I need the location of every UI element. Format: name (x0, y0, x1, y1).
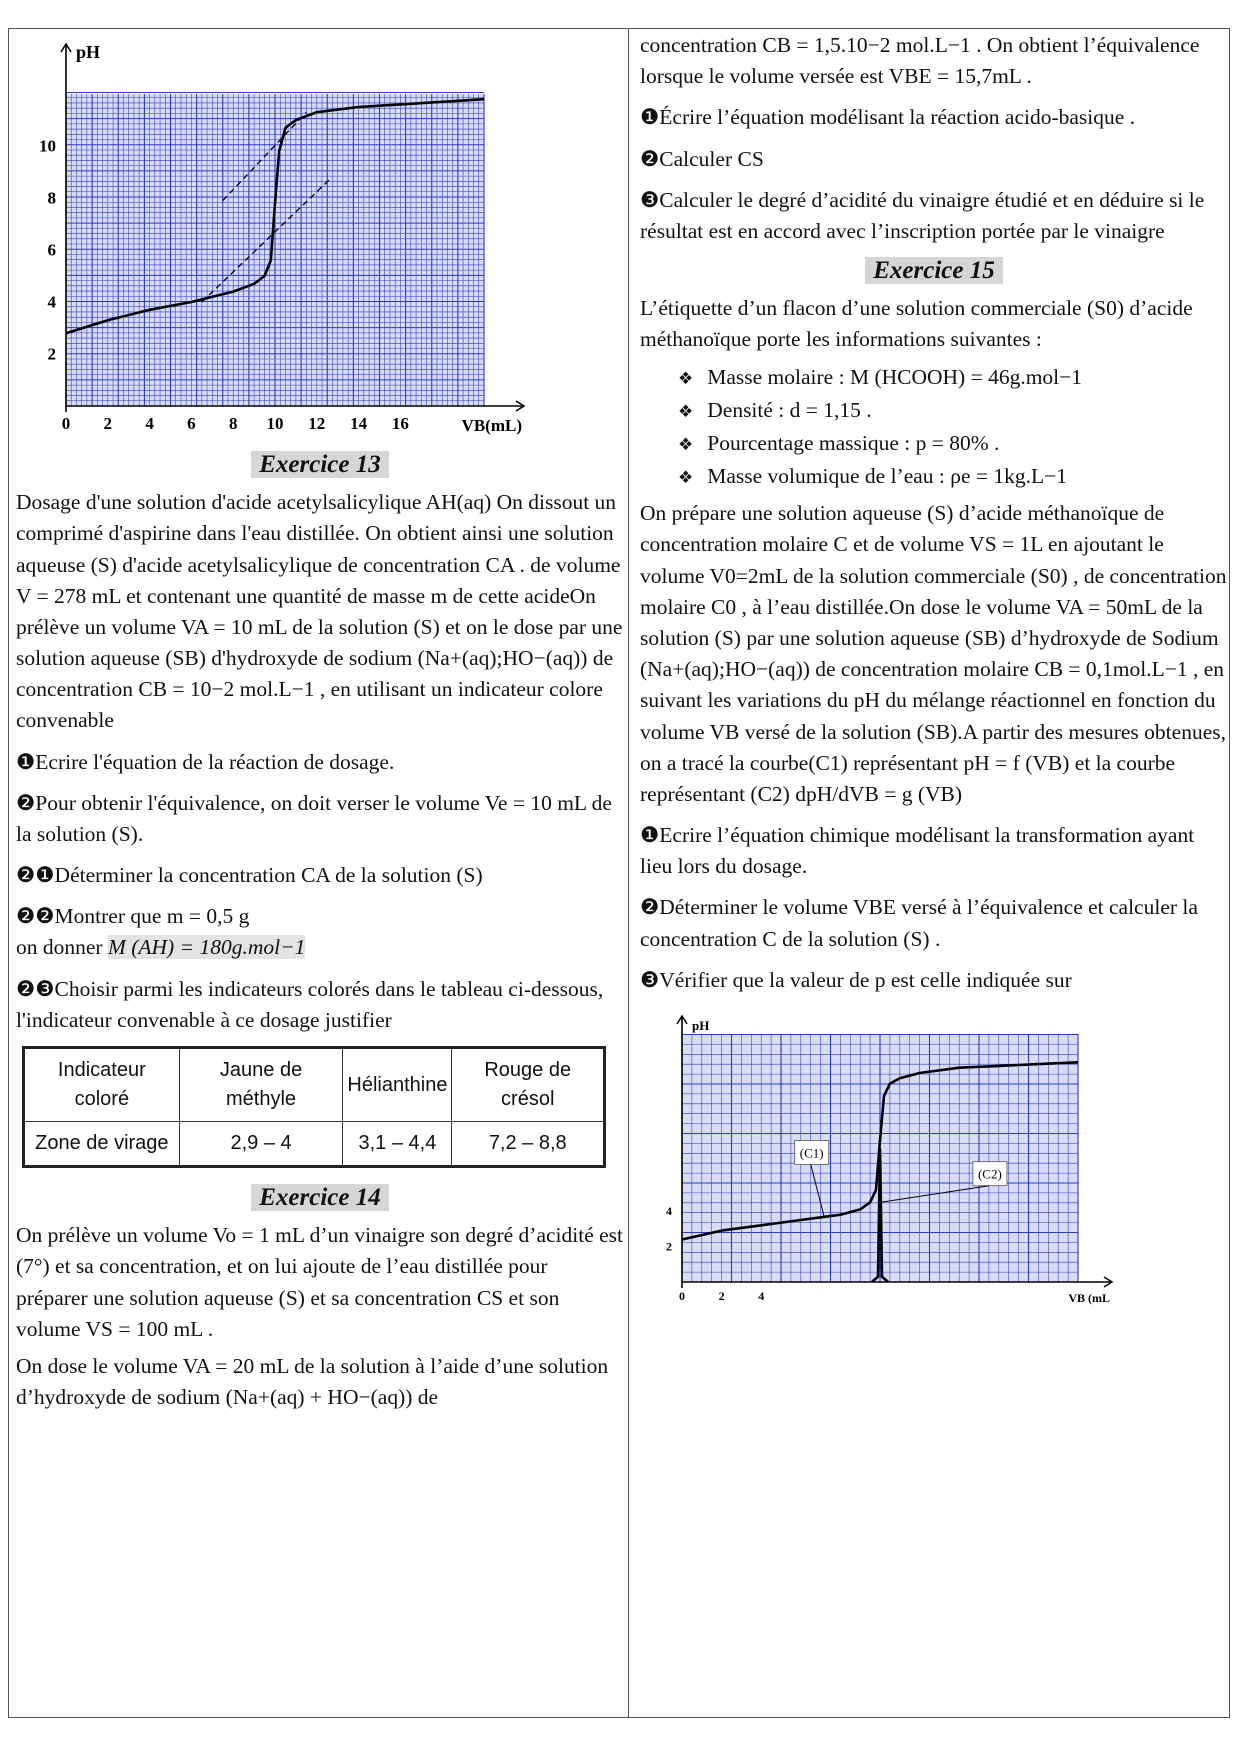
x-tick-label: 12 (308, 414, 326, 433)
y-axis-label: pH (692, 1017, 710, 1033)
x-axis-label: VB (mL (1068, 1290, 1110, 1305)
indicator-table (22, 1046, 606, 1168)
x-tick-label: 14 (350, 414, 368, 433)
exercise14-statement-3: concentration CB = 1,5.10−2 mol.L−1 . On obtient l’équivalence lorsque le volume versée est VBE = 15,7mL . (640, 33, 1200, 89)
table-cell: Zone de virage (24, 1122, 180, 1167)
annotation-label: (C1) (799, 1145, 824, 1161)
exercise13-question-2: ❷Pour obtenir l'équivalence, on doit verser le volume Ve = 10 mL de la solution (S). (16, 790, 612, 846)
x-tick-label: 4 (758, 1288, 765, 1303)
exercise14-statement-2: On dose le volume VA = 20 mL de la solution à l’aide d’une solution d’hydroxyde de sodium (Na+(aq) + HO−(aq)) de (16, 1353, 609, 1410)
x-tick-label: 6 (187, 414, 196, 433)
exercise14-title: Exercice 14 (16, 1180, 624, 1216)
list-item: ❖ Masse volumique de l’eau : ρe = 1kg.L−1 (678, 461, 1228, 492)
x-tick-label: 16 (391, 414, 409, 433)
y-tick-label: 2 (47, 344, 56, 364)
exercise15-statement: L’étiquette d’un flacon d’une solution commerciale (S0) d’acide méthanoïque porte les informations suivantes : (640, 296, 1193, 352)
exercise13-question-2-2: ❷❷Montrer que m = 0,5 g (16, 904, 250, 929)
x-tick-label: 10 (266, 414, 284, 433)
exercise14-statement: On prélève un volume Vo = 1 mL d’un vinaigre son degré d’acidité est (7°) et sa concentration, et on lui ajoute de l’eau distillée pour préparer une solution aqueuse (S) et sa concentration CS et son volume VS = 100 mL . (16, 1223, 624, 1341)
y-tick-label: 6 (47, 240, 56, 260)
exercise15-title: Exercice 15 (640, 253, 1228, 289)
x-tick-label: 2 (718, 1288, 725, 1303)
table-cell: 2,9 – 4 (179, 1122, 343, 1167)
table-header-cell: Jaune de méthyle (179, 1048, 343, 1122)
x-tick-label: 0 (679, 1288, 685, 1303)
exercise13-question-1: ❶Ecrire l'équation de la réaction de dosage. (16, 749, 395, 774)
annotation-label: (C2) (977, 1166, 1002, 1182)
table-header-cell: Rouge de crésol (452, 1048, 605, 1122)
exercise15-properties (678, 362, 1228, 493)
x-tick-label: 8 (228, 414, 238, 433)
list-item: ❖ Masse molaire : M (HCOOH) = 46g.mol−1 (678, 362, 1228, 393)
y-axis-label: pH (76, 42, 101, 62)
exercise13-title: Exercice 13 (16, 447, 624, 483)
column-divider (628, 28, 629, 1718)
exercise14-question-2: ❷Calculer CS (640, 146, 764, 171)
table-row (24, 1122, 605, 1167)
x-tick-label: 2 (103, 414, 113, 433)
titration-chart-2 (654, 1010, 1134, 1310)
list-item: ❖ Densité : d = 1,15 . (678, 395, 1228, 426)
x-tick-label: 4 (145, 414, 154, 433)
table-cell: 3,1 – 4,4 (343, 1122, 452, 1167)
left-column (16, 38, 624, 1419)
given-label: on donner (16, 935, 103, 960)
exercise13-given (16, 932, 624, 963)
y-tick-label: 2 (666, 1239, 672, 1254)
exercise15-question-1: ❶Ecrire l’équation chimique modélisant la transformation ayant lieu lors du dosage. (640, 823, 1195, 879)
exercise14-question-1: ❶Écrire l’équation modélisant la réaction acido-basique . (640, 105, 1136, 130)
given-molar-mass: M (AH) = 180g.mol−1 (107, 935, 306, 960)
x-axis-label: VB(mL) (461, 416, 522, 435)
right-column (640, 30, 1228, 1310)
table-header-cell: Indicateur coloré (24, 1048, 180, 1122)
exercise14-question-3: ❸Calculer le degré d’acidité du vinaigre étudié et en déduire si le résultat est en accord avec l’inscription portée par le vinaigre (640, 187, 1205, 243)
list-item: ❖ Pourcentage massique : p = 80% . (678, 428, 1228, 459)
y-tick-label: 4 (666, 1204, 672, 1219)
y-tick-label: 8 (47, 188, 56, 208)
y-tick-label: 4 (47, 292, 56, 312)
exercise13-question-2-1: ❷❶Déterminer la concentration CA de la solution (S) (16, 863, 483, 888)
exercise13-question-2-3: ❷❸Choisir parmi les indicateurs colorés dans le tableau ci-dessous, l'indicateur convenable à ce dosage justifier (16, 976, 604, 1032)
y-tick-label: 10 (39, 136, 56, 156)
table-row (24, 1048, 605, 1122)
table-cell: 7,2 – 8,8 (452, 1122, 605, 1167)
exercise13-statement: Dosage d'une solution d'acide acetylsalicylique AH(aq) On dissout un comprimé d'aspirine dans l'eau distillée. On obtient ainsi une solution aqueuse (S) d'acide acetylsalicylique de concentration CA . de volume V = 278 mL et contenant une quantité de masse m de cette acideOn prélève un volume VA = 10 mL de la solution (S) et on le dose par une solution aqueuse (SB) d'hydroxyde de sodium (Na+(aq);HO−(aq)) de concentration CB = 10−2 mol.L−1 , en utilisant un indicateur colore convenable (16, 490, 623, 733)
exercise15-statement-2: On prépare une solution aqueuse (S) d’acide méthanoïque de concentration molaire C et de volume VS = 1L en ajoutant le volume V0=2mL de la solution commerciale (S0) , de concentration molaire C0 , à l’eau distillée.On dose le volume VA = 50mL de la solution (S) par une solution aqueuse (SB) d’hydroxyde de Sodium (Na+(aq);HO−(aq)) de concentration molaire CB = 0,1mol.L−1 , en suivant les variations du pH du mélange réactionnel en fonction du volume VB versé de la solution (SB).A partir des mesures obtenues, on a tracé la courbe(C1) représentant pH = f (VB) et la courbe représentant (C2) dpH/dVB = g (VB) (640, 501, 1227, 806)
table-header-cell: Hélianthine (343, 1048, 452, 1122)
titration-chart-1 (10, 38, 570, 443)
exercise15-question-3: ❸Vérifier que la valeur de p est celle indiquée sur (640, 967, 1072, 992)
exercise15-question-2: ❷Déterminer le volume VBE versé à l’équivalence et calculer la concentration C de la solution (S) . (640, 895, 1198, 951)
x-tick-label: 0 (61, 414, 71, 433)
